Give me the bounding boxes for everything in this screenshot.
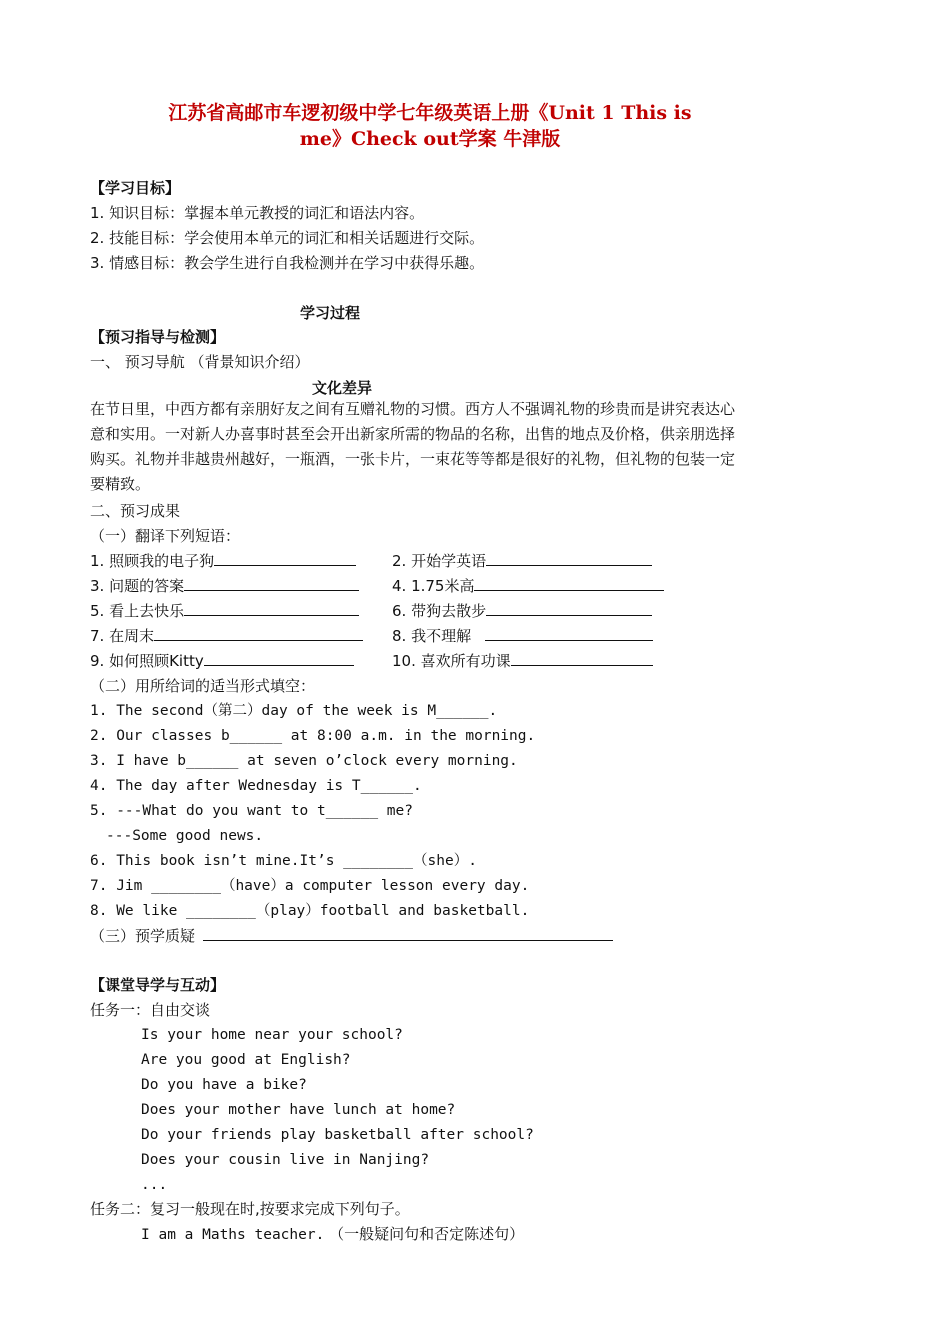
phrase-item: 1. 照顾我的电子狗 xyxy=(90,551,356,571)
answer-blank[interactable] xyxy=(214,551,356,566)
answer-blank[interactable] xyxy=(154,626,363,641)
task1-question: Is your home near your school? xyxy=(141,1027,403,1043)
fill-item: 5. ---What do you want to t______ me? xyxy=(90,803,414,819)
fill-item: 4. The day after Wednesday is T______. xyxy=(90,778,422,794)
answer-blank[interactable] xyxy=(486,601,652,616)
fill-item: 6. This book isn’t mine.It’s ________（she）. xyxy=(90,853,477,869)
fill-heading: （二）用所给词的适当形式填空： xyxy=(90,677,316,695)
phrase-item: 3. 问题的答案 xyxy=(90,576,359,596)
fill-item: 2. Our classes b______ at 8:00 a.m. in the morning. xyxy=(90,728,536,744)
question-label: （三）预学质疑 xyxy=(90,927,196,945)
phrase-item: 6. 带狗去散步 xyxy=(392,601,652,621)
task1-question: Do your friends play basketball after school? xyxy=(141,1127,534,1143)
answer-blank[interactable] xyxy=(204,651,354,666)
results-heading: 二、预习成果 xyxy=(90,502,181,520)
task1-question: Do you have a bike? xyxy=(141,1077,307,1093)
phrase-item: 7. 在周末 xyxy=(90,626,363,646)
preview-nav: 一、 预习导航 （背景知识介绍） xyxy=(90,353,310,371)
document-title-line-1: 江苏省高邮市车逻初级中学七年级英语上册《Unit 1 This is xyxy=(168,102,692,124)
answer-blank[interactable] xyxy=(485,626,653,641)
answer-blank[interactable] xyxy=(184,576,359,591)
answer-blank[interactable] xyxy=(474,576,664,591)
goal-item: 2. 技能目标：学会使用本单元的词汇和相关话题进行交际。 xyxy=(90,229,485,247)
goal-item: 3. 情感目标：教会学生进行自我检测并在学习中获得乐趣。 xyxy=(90,254,485,272)
goal-item: 1. 知识目标：掌握本单元教授的词汇和语法内容。 xyxy=(90,204,425,222)
answer-blank[interactable] xyxy=(184,601,359,616)
question-blank[interactable] xyxy=(203,926,613,941)
goals-heading: 【学习目标】 xyxy=(90,179,181,197)
task1-ellipsis: ... xyxy=(141,1177,168,1193)
fill-item-reply: ---Some good news. xyxy=(106,828,264,844)
phrase-item: 5. 看上去快乐 xyxy=(90,601,359,621)
phrase-item: 9. 如何照顾Kitty xyxy=(90,651,354,671)
document-title-line-2: me》Check out学案 牛津版 xyxy=(299,128,561,150)
answer-blank[interactable] xyxy=(486,551,652,566)
fill-item: 1. The second（第二）day of the week is M______. xyxy=(90,703,498,719)
classroom-heading: 【课堂导学与互动】 xyxy=(90,976,226,994)
task1-question: Does your mother have lunch at home? xyxy=(141,1102,456,1118)
task2-note: （一般疑问句和否定陈述句） xyxy=(329,1225,525,1243)
culture-paragraph: 在节日里，中西方都有亲朋好友之间有互赠礼物的习惯。西方人不强调礼物的珍贵而是讲究表达心意和实用。一对新人办喜事时甚至会开出新家所需的物品的名称，出售的地点及价格，供亲朋选择购买。礼物并非越贵州越好，一瓶酒，一张卡片，一束花等等都是很好的礼物，但礼物的包装一定要精致。 xyxy=(90,400,736,493)
phrase-item: 4. 1.75米高 xyxy=(392,576,664,596)
task2-label: 任务二：复习一般现在时,按要求完成下列句子。 xyxy=(90,1200,410,1218)
phrase-item: 2. 开始学英语 xyxy=(392,551,652,571)
fill-item: 3. I have b______ at seven o’clock every morning. xyxy=(90,753,518,769)
preview-heading: 【预习指导与检测】 xyxy=(90,328,226,346)
translate-heading: （一）翻译下列短语： xyxy=(90,527,241,545)
answer-blank[interactable] xyxy=(511,651,653,666)
process-heading: 学习过程 xyxy=(300,304,361,322)
phrase-item: 10. 喜欢所有功课 xyxy=(392,651,653,671)
task2-sentence-row xyxy=(141,1224,524,1245)
fill-item: 7. Jim ________（have）a computer lesson every day. xyxy=(90,878,530,894)
culture-title: 文化差异 xyxy=(312,379,373,397)
task2-sentence: I am a Maths teacher. xyxy=(141,1227,325,1243)
question-row xyxy=(90,926,613,946)
phrase-item: 8. 我不理解 xyxy=(392,626,653,646)
task1-question: Are you good at English? xyxy=(141,1052,351,1068)
task1-question: Does your cousin live in Nanjing? xyxy=(141,1152,430,1168)
fill-item: 8. We like ________（play）football and basketball. xyxy=(90,903,530,919)
task1-label: 任务一：自由交谈 xyxy=(90,1001,211,1019)
